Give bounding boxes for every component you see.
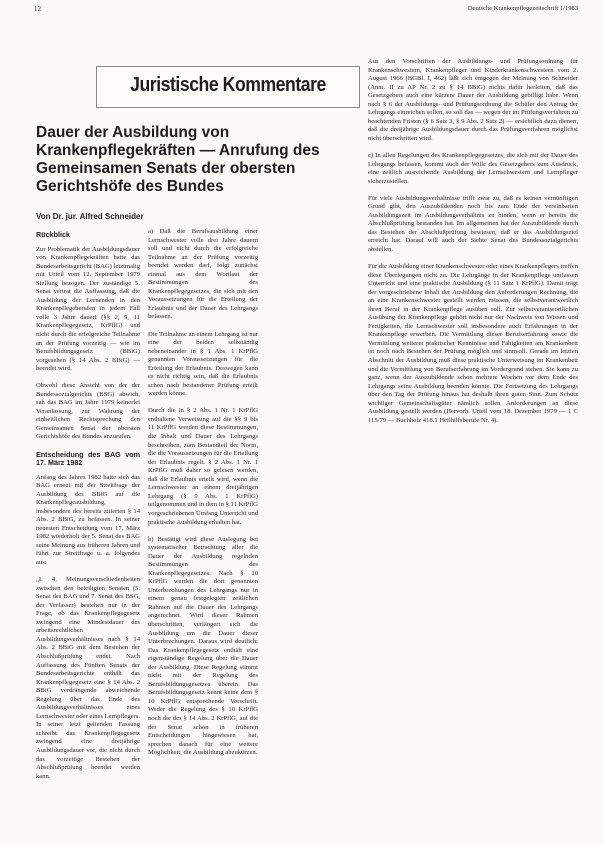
paragraph: a) Daß die Berufsausbildung einer Lernschwester volle drei Jahre dauern soll und nicht durch die erfolgreiche Teilnahme an der Prüfung vorzeitig beendet werden darf, folgt zunächst einmal aus dem Wortlaut der Bestimmungen des Krankenpflegegesetzes, die sich mit den Voraussetzungen für die Erteilung der Erlaubnis und der Dauer des Lehrgangs befassen. (148, 228, 258, 321)
paragraph: b) Bestätigt wird diese Auslegung bei systematischer Betrachtung aller die Dauer der Ausbildung regelnden Bestimmungen des Krankenpflegegesetzes. Nach § 10 KrPflG werden die dort genannten Unterbrechungen des Lehrgangs nur in einem genau festgelegten zeitlichen Rahmen auf die Dauer des Lehrgangs angerechnet. Wird dieser Rahmen überschritten, verlängert sich die Ausbildung um die Dauer dieser Unterbrechungen. Daraus wird deutlich: Das Krankenpflegegesetz enthält eine eigenständige Regelung über die Dauer der Ausbildung. Diese Regelung stimmt nicht mit der Regelung des Berufsbildungsgesetzes überein. Das Berufsbildungsgesetz kennt keine dem § 10 KrPflG entsprechende Vorschrift. Weder die Regelung des § 10 KrPflG noch die des § 14 Abs. 2 KrPflG, auf die der Senat schon in früheren Entscheidungen hingewiesen hat, sprechen danach für eine weitere Möglichkeit, die Ausbildung abzukürzen. (148, 535, 258, 757)
heading-rueckblick: Rückblick (36, 231, 70, 239)
section-title: Juristische Kommentare (130, 74, 326, 96)
section-header-box (96, 66, 360, 108)
paragraph: „I. 4. Meinungsverschiedenheiten zwischen den beteiligten Senaten (5. Senat des BAG und 7. Senat des BSG, der Verfasser) bestehen nur in der Frage, ob das Krankenpflegegesetz zwingend eine Mindestdauer des arbeitsrechtlichen Ausbildungsverhältnisses nach § 14 Abs. 2 BBiG mit dem Bestehen der Abschlußprüfung endet. Nach Auffassung des Fünften Senats der Bundesarbeitsgerichte enthält das Krankenpflegegesetz eine § 14 Abs. 2 BBiG verdrängende abweichende Regelung über das Ende des Ausbildungsverhältnisses eines Lernschwester oder eines Lernpflegers. In seiner letzt geltenden Fassung schreibt das Krankenpflegegesetz zwingend eine dreijährige Ausbildungsdauer vor, die nicht durch das vorzeitige Bestehen der Abschlußprüfung beendet werden kann. (36, 576, 140, 780)
page-number: 12 (34, 5, 41, 13)
article-title: Dauer der Ausbildung von Krankenpflegekräften — Anrufung des Gemeinsamen Senats der obersten Gerichtshöfe des Bundes (36, 124, 320, 195)
text-column-2 (148, 228, 258, 831)
paragraph: Durch die in § 2 Abs. 1 Nr. 1 KrPflG enthaltene Verweisung auf die §§ 9 bis 11 KrPflG werden diese Bestimmungen, die Inhalt und Dauer des Lehrgangs beschreiben, zum Bestandteil der Norm, die die Voraussetzungen für die Erteilung der Erlaubnis regelt. § 2 Abs. 1 Nr. 1 KrPflG muß daher so gelesen werden, daß die Erlaubnis erteilt wird, wenn die Lernschwester an einem dreijährigen Lehrgang (§ 9 Abs. 1 KrPflG) teilgenommen und in dem in § 11 KrPflG vorgeschriebenen Umfang Unterricht und praktische Ausbildung erhalten hat. (148, 407, 258, 526)
paragraph: Obwohl diese Ansicht von der der Bundessozialgerichts (BSG) abwich, sah das BAG im Jahre 1979 keinerlei Veranlassung, zur Wahrung der einheitlichen Rechtsprechung den Gemeinsamen Senat der obersten Gerichtshöfe des Bundes anzurufen. (36, 382, 140, 441)
paragraph: Aus den Vorschriften der Ausbildungs- und Prüfungsordnung für Krankenschwestern, Krankenpfleger und Kinderkrankenschwestern vom 2. August 1966 (BGBl. I, 462) läßt sich entgegen der Meinung von Schneider (Anm. II zu AP Nr. 2 zu § 14 BBiG) nichts dafür herleiten, daß das Gesetzgebers auch eine kürzere Dauer der Ausbildung gebilligt habe. Wenn nach § 6 der Ausbildungs- und Prüfungsordnung die Schüler den Antrag der Lehrgangs einreichen sollen, so soll das — wegen der im Prüfungsverfahren zu beachtenden Fristen (§ 6 Satz 3, § 9 Abs. 2 Satz 2) — ersichtlich dazu dienen, daß die dreijährige Ausbildungsdauer durch das Prüfungsverfahren möglichst nicht überschritten wird. (368, 58, 578, 142)
paragraph: Die Teilnahme an einem Lehrgang ist nur eine der beiden selbständig nebeneinander in § 1 Abs. 1 KrPflG genannten Voraussetzungen für die Erteilung der Erlaubnis. Deswegen kann es nicht richtig sein, daß die Erlaubnis schon nach bestandener Prüfung erteilt werden könne. (148, 330, 258, 398)
article-author: Von Dr. jur. Alfred Schneider (36, 212, 144, 221)
text-column-3 (368, 58, 578, 838)
heading-entscheidung: Entscheidung des BAG vom 17. März 1982 (36, 449, 140, 468)
paragraph: Anfang des Jahres 1982 hatte sich das BAG erneut mit der Streitfrage der Ausbildung des BBiG auf die Krankenpflegeausbildung, insbesondere des bereits zitierten § 14 Abs. 2 BBiG, zu befassen. In seiner neuesten Entscheidung vom 17. März 1982 wiederholt der 5. Senat des BAG seine Meinung aus früheren Jahren und führt zur Streitfrage u. a. folgendes aus: (36, 473, 140, 566)
paragraph: Für die Ausbildung einer Krankenschwester oder eines Krankenpflegers treffen diese Überlegungen nicht zu. Die Lehrgänge in der Krankenpflege umfassen Unterricht und eine praktische Ausbildung (§ 11 Satz 1 KrPflG). Damit trägt der vorgeschriebene Inhalt der Ausbildung den Anforderungen Rechnung, die an eine Krankenschwester gestellt werden müssen, die selbstverantwortlich ihren Beruf in der Krankenpflege ausüben soll. Zur selbstverantwortlichen Ausübung der Krankenpflege gehört nicht nur der Nachweis von Wissen und Fertigkeiten, die Lernschwester soll insbesondere auch Erfahrungen in der Krankenpflege erwerben. Die Vermittlung dieser Berufserfahrung sowie die Vermittlung weiterer praktischer Kenntnisse und Fähigkeiten am Krankenbett ist noch nach Bestehen der Prüfung möglich und sinnvoll. Gerade im letzten Abschnitt der Ausbildung muß diese praktische Unterweisung im Krankenbett und die Vermittlung von Berufserfahrung im Vordergrund stehen. Sie kann zu ganz, wenn der Auszubildende schon mehrere Wochen vor dem Ende des Lehrgangs seine Ausbildung beenden könnte. Die Fortsetzung des Lehrgangs über den Tag der Prüfung hinaus hat deshalb ihren guten Sinn. Zum Schutz wichtiger Gemeinschaftsgüter nämlich sollen Anforderungen an diese Ausbildung gestellt werden (Hervorh. Urteil vom 18. Dezember 1979 — 1 C 115/79 — Buchholz 418.1 Heilhilfsberufe Nr. 4). (368, 262, 578, 424)
journal-name: Deutsche Krankenpflegezeitschrift 1/1983 (467, 5, 578, 12)
paragraph: Zur Problematik der Ausbildungsdauer von Krankenpflegekräften hatte das Bundesarbeitsgericht (BAG) letztmalig mit Urteil vom 12. September 1979 Stellung bezogen. Der zuständige 5. Senat vertrat die Auffassung, daß die Ausbildung der Lernenden in den Krankenpflegeberufen in jedem Fall volle 3 Jahre dauert (§§ 2, 9, 11 Krankenpflegegesetz, KrPflG) und nicht durch die erfolgreiche Teilnahme an der Prüfung vorzeitig — wie im Berufsbildungsgesetz (BBiG) vorgesehen (§ 14 Abs. 2 BBiG) — beendet wird. (36, 245, 140, 373)
text-column-1 (36, 231, 140, 831)
paragraph: Für viele Ausbildungsverhältnisse trifft zwar zu, daß es keinen vernünftigen Grund gibt, den Auszubildenden noch bis zum Ende der vereinbarten Ausbildungszeit im Ausbildungsverhältnis zu binden, wenn er bereits die Abschlußprüfung bestanden hat. Im allgemeinen hat der Auszubildende durch das Bestehen der Abschlußprüfung bewiesen, daß er das Ausbildungsziel erreicht hat. Darauf will auch der Siebte Senat des Bundessozialgerichts abstellen. (368, 194, 578, 253)
paragraph: c) In allen Regelungen des Krankenpflegegesetzes, die sich mit der Dauer des Lehrgangs befassen, kommt auch der Wille des Gesetzgebers zum Ausdruck, eine zeitlich ausreichende Ausbildung der Lernschwestern und Lernpfleger sicherzustellen. (368, 151, 578, 185)
